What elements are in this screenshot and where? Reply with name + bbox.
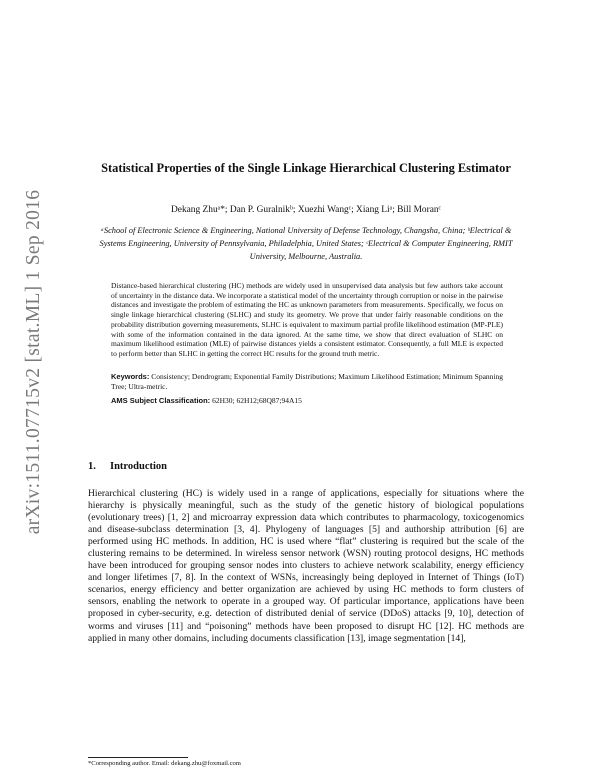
section-title: Introduction [110,461,167,472]
affiliations: ᵃSchool of Electronic Science & Engineering, National University of Defense Technology, Changsha, China; ᵇElectrical & Systems Engineering, University of Pennsylvania, Philadelphia, United States; ᶜElectrical & Computer Engineering, RMIT University, Melbourne, Australia. [99,226,513,261]
section-heading [88,461,167,472]
introduction-paragraph: Hierarchical clustering (HC) is widely used in a range of applications, especially for situations where the hierarchy is physically meaningful, such as the study of the genetic history of biological populations (evolutionary trees) [1, 2] and microarray expression data which contributes to pharmacology, toxicogenomics and disease-subclass determination [3, 4]. Phylogeny of languages [5] and authorship attribution [6] are performed using HC methods. In addition, HC is used where “flat” clustering is required but the scale of the clustering remains to be determined. In wireless sensor network (WSN) routing protocol designs, HC methods have been introduced for grouping sensor nodes into clusters to achieve network scalability, energy efficiency and longer lifetimes [7, 8]. In the context of WSNs, increasingly being deployed in Internet of Things (IoT) scenarios, energy efficiency and better organization are achieved by using HC methods to form clusters of sensors, enabling the network to operate in a grouped way. Of particular importance, applications have been proposed in cyber-security, e.g. detection of distributed denial of service (DDoS) attacks [9, 10], detection of worms and viruses [11] and “poisoning” methods have been proposed to disrupt HC [12]. HC methods are applied in many other domains, including documents classification [13], image segmentation [14], [88,488,524,644]
paper-title: Statistical Properties of the Single Linkage Hierarchical Clustering Estimator [101,161,511,175]
keywords [111,372,503,391]
keywords-text: Consistency; Dendrogram; Exponential Family Distributions; Maximum Likelihood Estimation; Minimum Spanning Tree; Ultra-metric. [111,372,504,391]
ams-label: AMS Subject Classification: [111,396,211,405]
arxiv-sidebar-stamp [14,176,54,548]
section-number: 1. [88,461,96,472]
author-list: Dekang Zhuᵃ*; Dan P. Guralnikᵇ; Xuezhi Wangᶜ; Xiang Liᵃ; Bill Moranᶜ [171,205,441,215]
abstract: Distance-based hierarchical clustering (HC) methods are widely used in unsupervised data analysis but few authors take account of uncertainty in the distance data. We incorporate a statistical model of the uncertainty through corruption or noise in the pairwise distances and investigate the problem of estimating the HC as unknown parameters from measurements. Specifically, we focus on single linkage hierarchical clustering (SLHC) and study its geometry. We prove that under fairly reasonable conditions on the probability distribution governing measurements, SLHC is equivalent to maximum partial profile likelihood estimation (MP-PLE) with some of the information contained in the data ignored. At the same time, we show that direct evaluation of SLHC on maximum likelihood estimation (MLE) of pairwise distances yields a consistent estimator. Consequently, a full MLE is expected to perform better than SLHC in getting the correct HC results for the ground truth metric. [111,281,503,358]
ams-codes: 62H30; 62H12;68Q87;94A15 [212,396,302,405]
keywords-label: Keywords: [111,372,150,381]
footnote-divider [88,757,188,758]
ams-classification [111,396,503,405]
footnote: *Corresponding author. Email: dekang.zhu@foxmail.com [88,760,241,767]
arxiv-identifier: arXiv:1511.07715v2 [stat.ML] 1 Sep 2016 [23,189,44,535]
